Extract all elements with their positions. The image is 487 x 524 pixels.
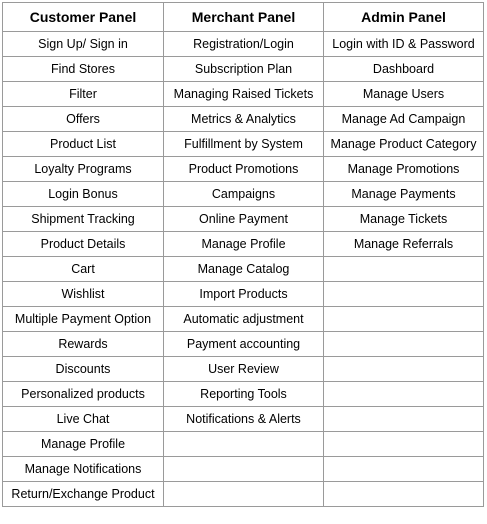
table-row — [3, 407, 484, 432]
admin-panel-cell: Manage Referrals — [324, 232, 484, 257]
admin-panel-cell: Manage Payments — [324, 182, 484, 207]
customer-panel-cell: Personalized products — [3, 382, 164, 407]
merchant-panel-cell: Metrics & Analytics — [164, 107, 324, 132]
customer-panel-cell: Sign Up/ Sign in — [3, 32, 164, 57]
admin-panel-cell — [324, 307, 484, 332]
customer-panel-cell: Wishlist — [3, 282, 164, 307]
admin-panel-cell — [324, 457, 484, 482]
admin-panel-cell: Dashboard — [324, 57, 484, 82]
table-row — [3, 182, 484, 207]
merchant-panel-cell: Registration/Login — [164, 32, 324, 57]
table-row — [3, 307, 484, 332]
merchant-panel-cell: Payment accounting — [164, 332, 324, 357]
customer-panel-cell: Loyalty Programs — [3, 157, 164, 182]
customer-panel-cell: Offers — [3, 107, 164, 132]
header-admin-panel: Admin Panel — [324, 3, 484, 32]
admin-panel-cell — [324, 382, 484, 407]
table-row — [3, 257, 484, 282]
table-row — [3, 332, 484, 357]
merchant-panel-cell: Manage Profile — [164, 232, 324, 257]
customer-panel-cell: Multiple Payment Option — [3, 307, 164, 332]
table-row — [3, 82, 484, 107]
admin-panel-cell: Manage Tickets — [324, 207, 484, 232]
table-row — [3, 132, 484, 157]
feature-table — [2, 2, 484, 507]
admin-panel-cell — [324, 357, 484, 382]
admin-panel-cell — [324, 282, 484, 307]
table-body — [3, 32, 484, 507]
admin-panel-cell — [324, 257, 484, 282]
merchant-panel-cell: Fulfillment by System — [164, 132, 324, 157]
table-row — [3, 32, 484, 57]
customer-panel-cell: Manage Profile — [3, 432, 164, 457]
customer-panel-cell: Login Bonus — [3, 182, 164, 207]
table-row — [3, 107, 484, 132]
merchant-panel-cell: Product Promotions — [164, 157, 324, 182]
header-customer-panel: Customer Panel — [3, 3, 164, 32]
customer-panel-cell: Shipment Tracking — [3, 207, 164, 232]
table-row — [3, 282, 484, 307]
table-row — [3, 157, 484, 182]
admin-panel-cell — [324, 482, 484, 507]
customer-panel-cell: Product List — [3, 132, 164, 157]
merchant-panel-cell: Campaigns — [164, 182, 324, 207]
table-row — [3, 232, 484, 257]
merchant-panel-cell: Reporting Tools — [164, 382, 324, 407]
table-row — [3, 57, 484, 82]
merchant-panel-cell: Manage Catalog — [164, 257, 324, 282]
header-row — [3, 3, 484, 32]
merchant-panel-cell: Subscription Plan — [164, 57, 324, 82]
table-row — [3, 432, 484, 457]
admin-panel-cell — [324, 332, 484, 357]
customer-panel-cell: Cart — [3, 257, 164, 282]
customer-panel-cell: Return/Exchange Product — [3, 482, 164, 507]
merchant-panel-cell: Managing Raised Tickets — [164, 82, 324, 107]
admin-panel-cell — [324, 432, 484, 457]
table-row — [3, 482, 484, 507]
admin-panel-cell — [324, 407, 484, 432]
table-row — [3, 382, 484, 407]
admin-panel-cell: Manage Promotions — [324, 157, 484, 182]
table-row — [3, 457, 484, 482]
customer-panel-cell: Filter — [3, 82, 164, 107]
merchant-panel-cell: Import Products — [164, 282, 324, 307]
customer-panel-cell: Find Stores — [3, 57, 164, 82]
admin-panel-cell: Manage Ad Campaign — [324, 107, 484, 132]
admin-panel-cell: Manage Users — [324, 82, 484, 107]
merchant-panel-cell — [164, 432, 324, 457]
merchant-panel-cell: Automatic adjustment — [164, 307, 324, 332]
merchant-panel-cell — [164, 482, 324, 507]
customer-panel-cell: Product Details — [3, 232, 164, 257]
customer-panel-cell: Discounts — [3, 357, 164, 382]
merchant-panel-cell: Online Payment — [164, 207, 324, 232]
admin-panel-cell: Manage Product Category — [324, 132, 484, 157]
customer-panel-cell: Rewards — [3, 332, 164, 357]
customer-panel-cell: Live Chat — [3, 407, 164, 432]
merchant-panel-cell: User Review — [164, 357, 324, 382]
customer-panel-cell: Manage Notifications — [3, 457, 164, 482]
merchant-panel-cell: Notifications & Alerts — [164, 407, 324, 432]
table-row — [3, 357, 484, 382]
header-merchant-panel: Merchant Panel — [164, 3, 324, 32]
merchant-panel-cell — [164, 457, 324, 482]
table-row — [3, 207, 484, 232]
admin-panel-cell: Login with ID & Password — [324, 32, 484, 57]
